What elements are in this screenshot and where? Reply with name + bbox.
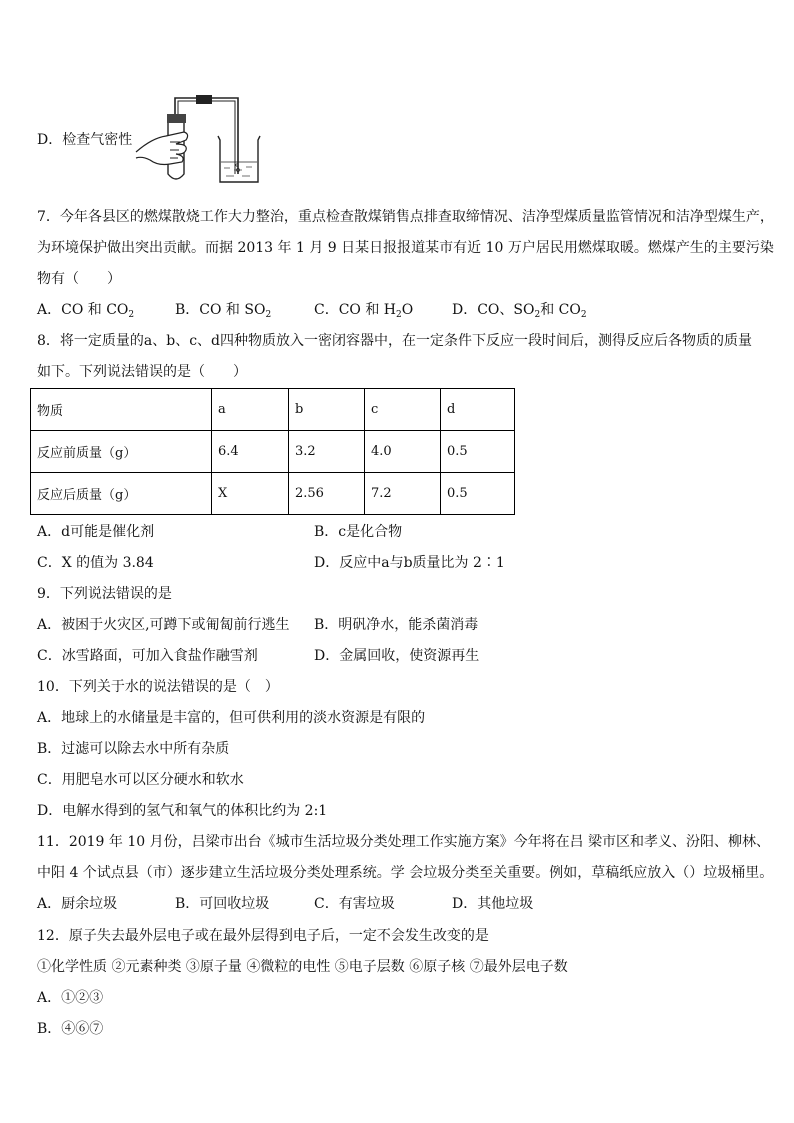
table-cell: 2.56	[289, 473, 365, 515]
q12-option-b: B．④⑥⑦	[37, 1021, 104, 1037]
q8-stem-line2: 如下。下列说法错误的是（ ）	[37, 364, 247, 380]
table-header-cell: a	[212, 389, 289, 431]
q12-items: ①化学性质 ②元素种类 ③原子量 ④微粒的电性 ⑤电子层数 ⑥原子核 ⑦最外层电子数	[37, 959, 568, 975]
table-cell: X	[212, 473, 289, 515]
q9-option-c: C．冰雪路面，可加入食盐作融雪剂	[37, 648, 258, 664]
q7-option-a: A．CO 和 $CO_2$	[37, 302, 135, 320]
table-header-cell: d	[441, 389, 515, 431]
table-cell: 7.2	[365, 473, 441, 515]
table-header-row	[31, 389, 515, 431]
table-header-cell: 物质	[31, 389, 212, 431]
q8-stem-line1: 8．将一定质量的a、b、c、d四种物质放入一密闭容器中，在一定条件下反应一段时间后，测得反应后各物质的质量	[37, 333, 753, 349]
q8-option-d: D．反应中a与b质量比为 2∶1	[314, 555, 505, 571]
q8-mass-table	[30, 388, 515, 515]
table-row	[31, 473, 515, 515]
table-cell: 4.0	[365, 431, 441, 473]
q7-option-b: B．CO 和 $SO_2$	[175, 302, 272, 320]
q7-stem-line2: 为环境保护做出突出贡献。而据 2013 年 1 月 9 日某日报报道某市有近 10 万户居民用燃煤取暖。燃煤产生的主要污染	[37, 240, 774, 256]
q9-option-d: D．金属回收，使资源再生	[314, 648, 480, 664]
q12-option-a: A．①②③	[37, 990, 104, 1006]
q10-option-c: C．用肥皂水可以区分硬水和软水	[37, 772, 244, 788]
q8-option-b: B．c是化合物	[314, 524, 403, 540]
table-cell: 3.2	[289, 431, 365, 473]
table-cell: 0.5	[441, 473, 515, 515]
q11-stem-line2: 中阳 4 个试点县（市）逐步建立生活垃圾分类处理系统。学 会垃圾分类至关重要。例如，草稿纸应放入（）垃圾桶里。	[37, 865, 774, 881]
table-cell: 6.4	[212, 431, 289, 473]
q7-stem-line1: 7．今年各县区的燃煤散烧工作大力整治，重点检查散煤销售点排查取缔情况、洁净型煤质量监管情况和洁净型煤生产，	[37, 209, 774, 225]
q6-option-d: D．检查气密性	[37, 132, 133, 148]
q8-option-c: C．X 的值为 3.84	[37, 555, 154, 571]
table-cell: 反应后质量（g）	[31, 473, 212, 515]
q10-option-d: D．电解水得到的氢气和氧气的体积比约为 2:1	[37, 803, 328, 819]
q7-stem-line3: 物有（ ）	[37, 271, 121, 287]
table-row	[31, 431, 515, 473]
table-header-cell: c	[365, 389, 441, 431]
q11-option-d: D．其他垃圾	[452, 896, 534, 912]
q9-option-b: B．明矾净水，能杀菌消毒	[314, 617, 479, 633]
table-cell: 0.5	[441, 431, 515, 473]
table-cell: 反应前质量（g）	[31, 431, 212, 473]
q8-option-a: A．d可能是催化剂	[37, 524, 155, 540]
q11-option-c: C．有害垃圾	[314, 896, 395, 912]
q11-stem-line1: 11．2019 年 10 月份，吕梁市出台《城市生活垃圾分类处理工作实施方案》今年将在吕 梁市区和孝义、汾阳、柳林、	[37, 834, 771, 850]
q10-option-a: A．地球上的水储量是丰富的，但可供利用的淡水资源是有限的	[37, 710, 426, 726]
q11-option-a: A．厨余垃圾	[37, 896, 118, 912]
q9-stem: 9．下列说法错误的是	[37, 586, 172, 602]
q12-stem: 12．原子失去最外层电子或在最外层得到电子后，一定不会发生改变的是	[37, 928, 489, 944]
q11-option-b: B．可回收垃圾	[175, 896, 270, 912]
q7-option-c: C．CO 和 $H_2O$	[314, 302, 414, 320]
q7-option-d: D．CO、$SO_2$和 $CO_2$	[452, 302, 587, 320]
table-header-cell: b	[289, 389, 365, 431]
q10-option-b: B．过滤可以除去水中所有杂质	[37, 741, 230, 757]
airtightness-check-illustration	[134, 92, 264, 187]
q10-stem: 10．下列关于水的说法错误的是（ ）	[37, 679, 279, 695]
q9-option-a: A．被困于火灾区,可蹲下或匍匐前行逃生	[37, 617, 290, 633]
